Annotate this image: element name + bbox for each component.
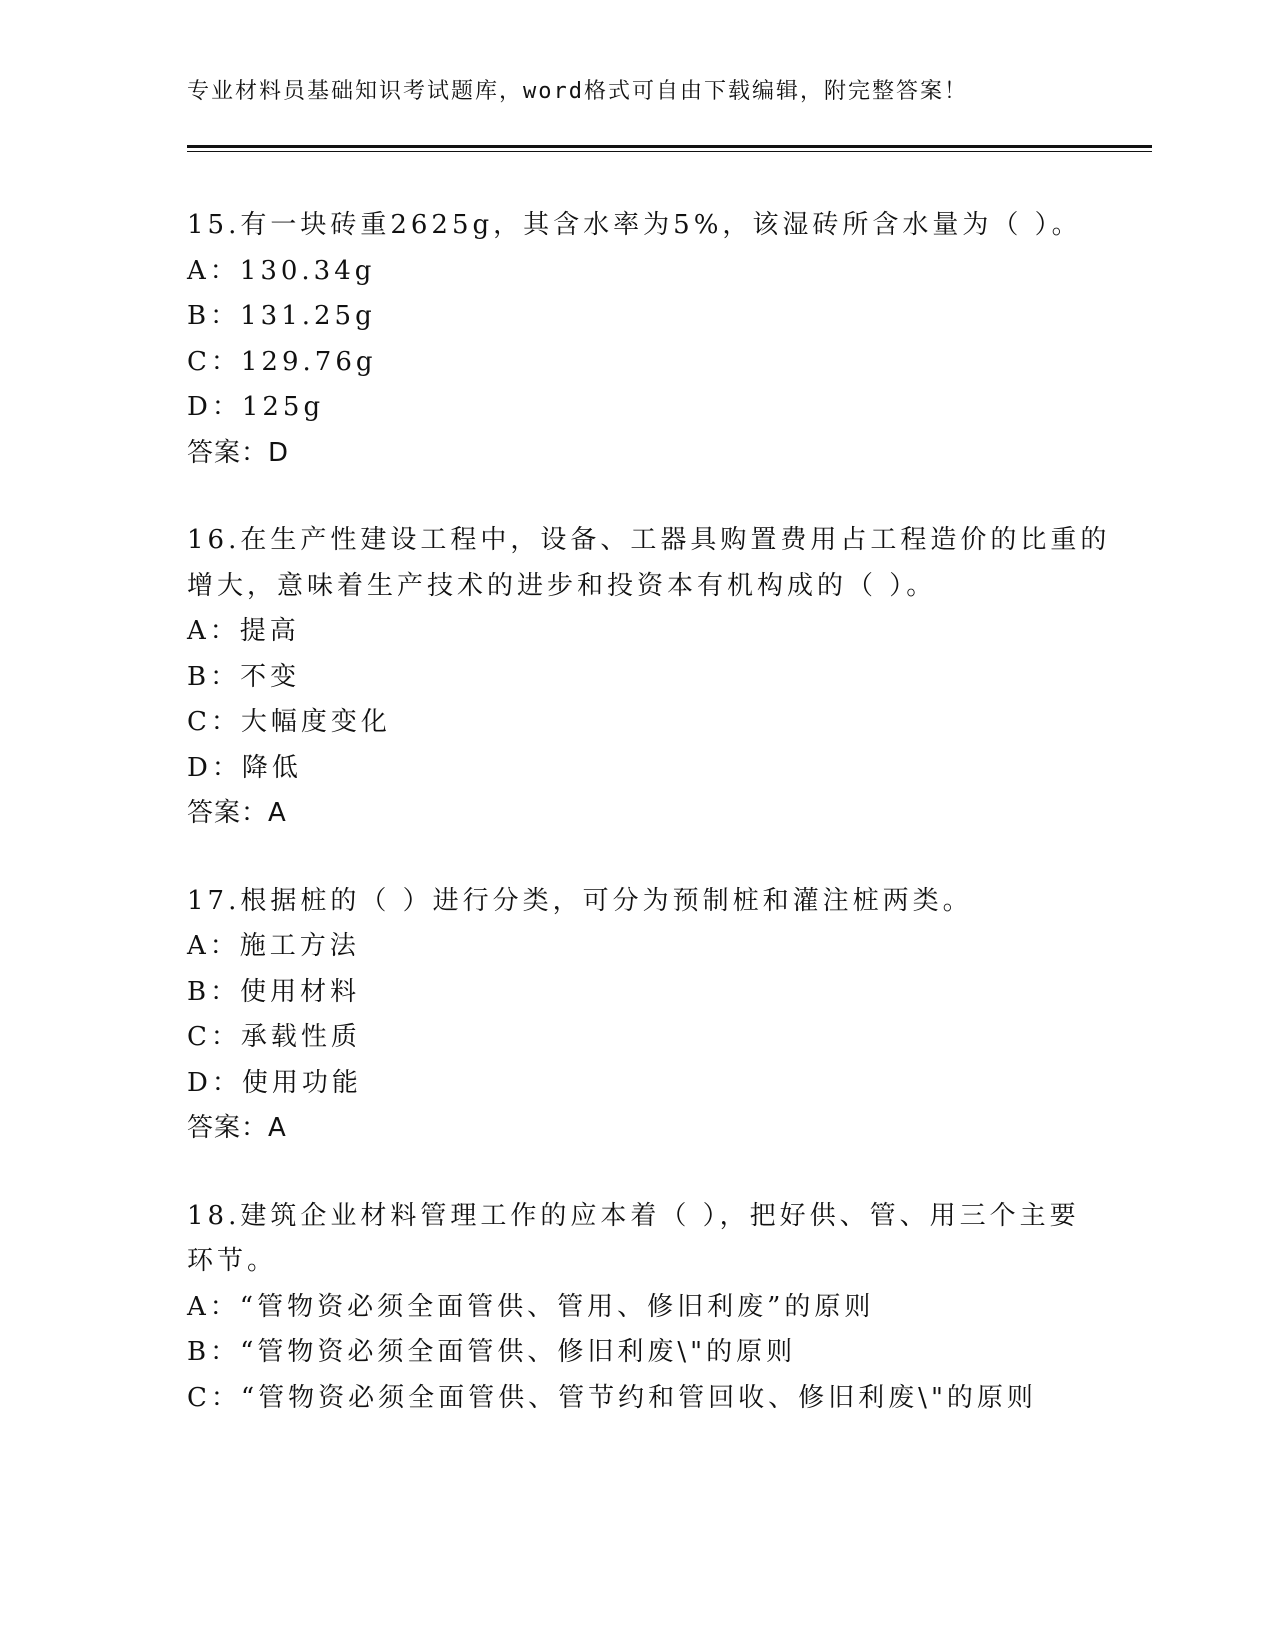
option-a: A：130.34g	[187, 255, 376, 286]
option-b: B：使用材料	[187, 976, 361, 1007]
question-stem: 15.有一块砖重2625g，其含水率为5%，该湿砖所含水量为（ ）。	[187, 210, 1082, 240]
question-16	[187, 518, 1111, 837]
option-a: A：提高	[187, 616, 300, 646]
answer: 答案：A	[187, 798, 287, 828]
option-a: A：施工方法	[187, 931, 360, 961]
option-c: C：承载性质	[187, 1022, 361, 1052]
option-c: C：“管物资必须全面管供、管节约和管回收、修旧利废\"的原则	[187, 1382, 1037, 1413]
answer: 答案：D	[187, 437, 290, 468]
option-d: D：使用功能	[187, 1067, 362, 1098]
question-stem: 17.根据桩的（ ）进行分类，可分为预制桩和灌注桩两类。	[187, 885, 973, 916]
header-divider-thin	[187, 151, 1152, 152]
question-stem: 18.建筑企业材料管理工作的应本着（ ），把好供、管、用三个主要	[187, 1200, 1080, 1231]
option-b: B：“管物资必须全面管供、修旧利废\"的原则	[187, 1337, 797, 1367]
question-list	[187, 203, 1111, 1463]
question-stem-continued: 增大，意味着生产技术的进步和投资本有机构成的（ ）。	[187, 570, 937, 601]
option-c: C：129.76g	[187, 346, 377, 377]
option-b: B：131.25g	[187, 301, 376, 331]
question-18	[187, 1194, 1087, 1422]
question-stem-continued: 环节。	[187, 1246, 278, 1276]
option-d: D：125g	[187, 392, 325, 422]
option-d: D：降低	[187, 752, 302, 783]
option-a: A：“管物资必须全面管供、管用、修旧利废”的原则	[187, 1291, 875, 1322]
header-divider-thick	[187, 145, 1152, 148]
question-15	[187, 203, 1087, 476]
option-b: B：不变	[187, 661, 301, 692]
question-17	[187, 879, 1087, 1152]
answer: 答案：A	[187, 1113, 287, 1143]
question-stem: 16.在生产性建设工程中，设备、工器具购置费用占工程造价的比重的	[187, 525, 1111, 555]
page-header: 专业材料员基础知识考试题库，word格式可自由下载编辑，附完整答案！	[187, 79, 968, 104]
option-c: C：大幅度变化	[187, 707, 391, 737]
